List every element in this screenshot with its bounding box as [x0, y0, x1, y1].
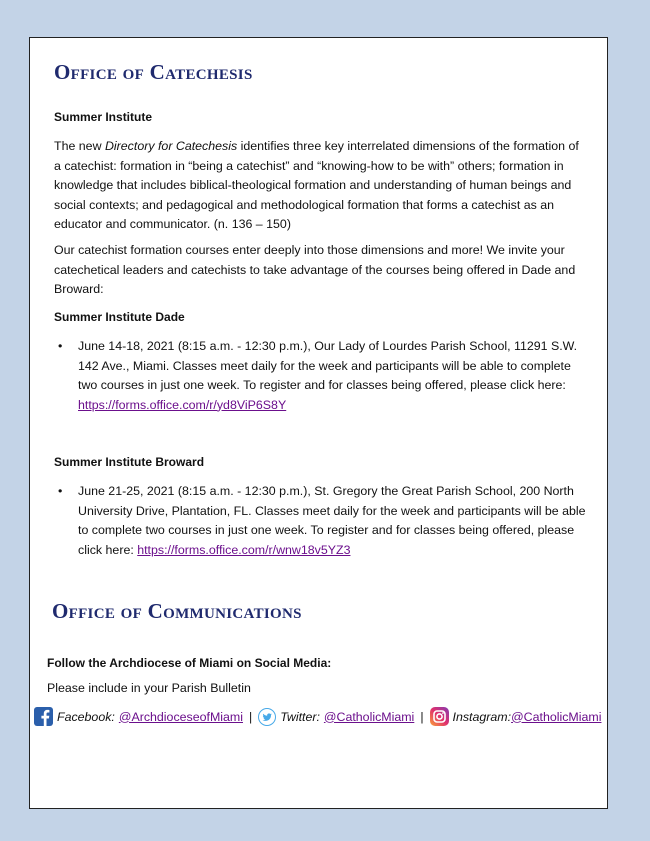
broward-description: June 21-25, 2021 (8:15 a.m. - 12:30 p.m.), St. Gregory the Great Parish School, 200 North University Drive, Plantation, FL. Classes meet daily for the week and participants will be able to complete two courses in just one week. To register and for classes being offered, please click here: — [78, 484, 586, 557]
document-page — [29, 37, 608, 809]
bullet-dot: • — [58, 339, 63, 353]
broward-label: Summer Institute Broward — [54, 455, 205, 469]
catechesis-heading: Office of Catechesis — [54, 60, 253, 84]
broward-registration-link[interactable]: https://forms.office.com/r/wnw18v5YZ3 — [137, 542, 351, 557]
facebook-label: Facebook: — [57, 709, 115, 724]
summer-institute-label: Summer Institute — [54, 110, 153, 124]
intro-text-post: identifies three key interrelated dimensions of the formation of a catechist: formation in “being a catechist” and “knowing-how to be with” others; formation in knowledge that includes biblical-theological formation and understanding of human beings and social contexts; and pedagogical and methodological formation that forms a catechist as an educator and communicator. (n. 136 – 150) — [54, 139, 579, 231]
bulletin-note: Please include in your Parish Bulletin — [47, 681, 251, 695]
twitter-handle-link[interactable]: @CatholicMiami — [323, 709, 415, 724]
communications-heading: Office of Communications — [52, 599, 302, 623]
dade-item-text — [78, 337, 588, 415]
directory-title: Directory for Catechesis — [104, 139, 238, 153]
separator: | — [249, 709, 253, 724]
bullet-dot: • — [58, 484, 63, 498]
twitter-label: Twitter: — [280, 709, 320, 724]
follow-text: Follow the Archdiocese of Miami on Social Media: — [47, 656, 332, 670]
instagram-label: Instagram: — [452, 709, 512, 724]
broward-bullet-item — [58, 482, 598, 562]
dade-registration-link[interactable]: https://forms.office.com/r/yd8ViP6S8Y — [78, 397, 287, 412]
dade-label: Summer Institute Dade — [54, 310, 185, 324]
intro-text-pre: The new — [54, 139, 105, 153]
dade-bullet-item — [58, 337, 598, 417]
facebook-handle-link[interactable]: @ArchdioceseofMiami — [118, 709, 243, 724]
facebook-icon[interactable] — [34, 707, 53, 726]
instagram-icon[interactable] — [430, 707, 449, 726]
invite-paragraph: Our catechist formation courses enter deeply into those dimensions and more! We invite your catechetical leaders and catechists to take advantage of the courses being offered in Dade and Broward: — [54, 243, 576, 296]
twitter-icon[interactable] — [258, 708, 276, 726]
broward-item-text — [78, 482, 588, 560]
dade-description: June 14-18, 2021 (8:15 a.m. - 12:30 p.m.), Our Lady of Lourdes Parish School, 11291 S.W. 142 Ave., Miami. Classes meet daily for the week and participants will be able to complete two courses in just one week. To register and for classes being offered, please click here: — [78, 339, 578, 392]
separator: | — [420, 709, 424, 724]
intro-paragraph — [54, 137, 584, 235]
social-media-row — [34, 707, 601, 726]
instagram-handle-link[interactable]: @CatholicMiami — [511, 709, 602, 724]
